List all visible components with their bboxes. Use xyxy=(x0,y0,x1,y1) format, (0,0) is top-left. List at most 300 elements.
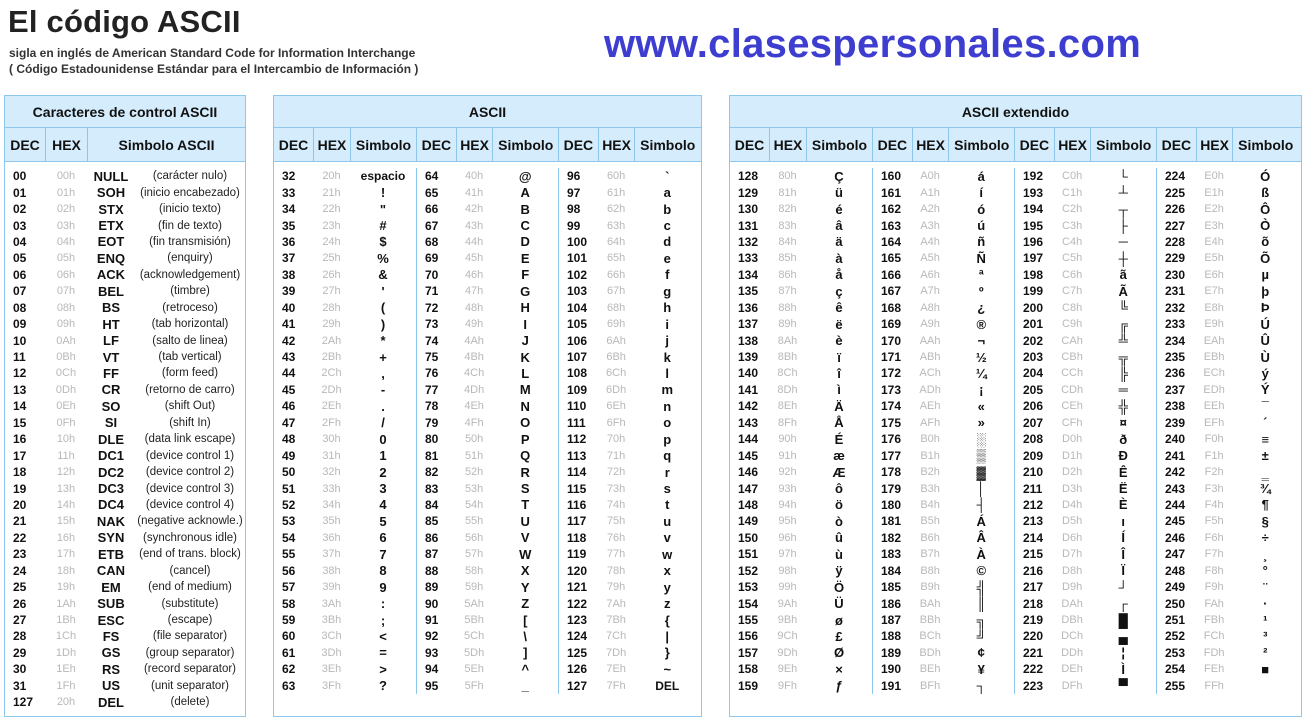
table-row xyxy=(1157,283,1298,299)
hex-value: 46h xyxy=(464,268,484,281)
hex-value: 8Bh xyxy=(777,351,798,364)
hex-value: 53h xyxy=(464,482,484,495)
hex-value: 33h xyxy=(322,482,341,495)
dec-value: 254 xyxy=(1165,662,1186,677)
hex-value: 05h xyxy=(56,252,76,265)
symbol-value: ª xyxy=(978,267,984,283)
dec-value: 83 xyxy=(425,481,439,496)
table-row xyxy=(5,464,245,480)
table-row xyxy=(559,464,700,480)
dec-value: 245 xyxy=(1165,514,1186,529)
table-row xyxy=(873,645,1014,661)
symbol-value: D xyxy=(520,234,530,250)
extended-header-dec: DEC xyxy=(734,136,765,153)
table-row xyxy=(1157,201,1298,217)
dec-value: 58 xyxy=(282,596,296,611)
table-row xyxy=(559,612,700,628)
hex-value: 52h xyxy=(464,466,484,479)
dec-value: 232 xyxy=(1165,300,1186,315)
dec-value: 252 xyxy=(1165,629,1186,644)
hex-value: 3Ah xyxy=(321,597,342,610)
extended-ascii-table xyxy=(729,95,1302,717)
hex-value: 23h xyxy=(322,219,341,232)
symbol-value: HT xyxy=(102,316,120,332)
table-row xyxy=(1157,546,1298,562)
hex-value: 06h xyxy=(56,268,76,281)
table-row xyxy=(417,431,558,447)
hex-value: 8Fh xyxy=(778,416,797,429)
dec-value: 163 xyxy=(881,218,902,233)
description-value: (end of medium) xyxy=(148,581,232,594)
table-row xyxy=(1157,513,1298,529)
symbol-value: Ý xyxy=(1260,382,1270,398)
hex-value: 44h xyxy=(464,235,484,248)
dec-value: 184 xyxy=(881,563,902,578)
hex-value: DCh xyxy=(1061,630,1084,643)
hex-value: E5h xyxy=(1204,252,1224,265)
dec-value: 175 xyxy=(881,415,902,430)
hex-value: 9Ch xyxy=(777,630,798,643)
hex-value: 1Eh xyxy=(56,663,76,676)
hex-value: E0h xyxy=(1204,170,1224,183)
hex-value: F8h xyxy=(1204,564,1224,577)
table-row xyxy=(873,250,1014,266)
dec-value: 235 xyxy=(1165,350,1186,365)
table-row xyxy=(1015,382,1156,398)
symbol-value: æ xyxy=(833,448,845,464)
hex-value: B8h xyxy=(920,564,940,577)
hex-value: 75h xyxy=(606,515,626,528)
hex-value: B6h xyxy=(920,531,940,544)
dec-value: 151 xyxy=(738,547,759,562)
table-row xyxy=(873,464,1014,480)
hex-value: 63h xyxy=(606,219,626,232)
symbol-value: & xyxy=(378,267,388,283)
dec-value: 51 xyxy=(282,481,296,496)
symbol-value: , xyxy=(381,365,385,381)
table-row xyxy=(274,497,416,513)
hex-value: 7Bh xyxy=(606,614,626,627)
dec-value: 146 xyxy=(738,465,759,480)
hex-value: F3h xyxy=(1204,482,1224,495)
symbol-value: ` xyxy=(665,168,670,184)
symbol-value: õ xyxy=(1261,234,1270,250)
symbol-value: ³ xyxy=(1263,628,1268,644)
dec-value: 210 xyxy=(1023,465,1044,480)
symbol-value: U xyxy=(520,513,530,529)
dec-value: 156 xyxy=(738,629,759,644)
symbol-value: t xyxy=(665,497,670,513)
dec-value: 75 xyxy=(425,350,439,365)
hex-value: CDh xyxy=(1061,383,1084,396)
hex-value: F4h xyxy=(1204,498,1224,511)
hex-value: 30h xyxy=(322,433,341,446)
dec-value: 43 xyxy=(282,350,296,365)
hex-value: FFh xyxy=(1204,679,1224,692)
table-row xyxy=(730,661,872,677)
dec-value: 94 xyxy=(425,662,439,677)
ascii-table xyxy=(273,95,702,717)
extended-column-group xyxy=(730,168,872,694)
table-row xyxy=(1015,415,1156,431)
dec-value: 06 xyxy=(13,267,27,282)
extended-column-group xyxy=(1156,168,1298,694)
symbol-value: ┬ xyxy=(1118,201,1128,217)
hex-value: 98h xyxy=(778,564,797,577)
hex-value: B5h xyxy=(920,515,940,528)
hex-value: A7h xyxy=(920,285,940,298)
dec-value: 141 xyxy=(738,382,759,397)
table-row xyxy=(417,415,558,431)
dec-value: 60 xyxy=(282,629,296,644)
symbol-value: ' xyxy=(381,283,385,299)
dec-value: 152 xyxy=(738,563,759,578)
hex-value: C9h xyxy=(1062,318,1083,331)
table-row xyxy=(559,480,700,496)
hex-value: 90h xyxy=(778,433,797,446)
table-row xyxy=(1015,168,1156,184)
table-row xyxy=(5,579,245,595)
hex-value: 92h xyxy=(778,466,797,479)
symbol-value: S xyxy=(520,481,530,497)
symbol-value: X xyxy=(520,563,530,579)
hex-value: 58h xyxy=(464,564,484,577)
symbol-value: Ø xyxy=(833,645,845,661)
dec-value: 95 xyxy=(425,678,439,693)
hex-value: 79h xyxy=(606,581,626,594)
extended-header-hex: HEX xyxy=(769,128,806,161)
dec-value: 09 xyxy=(13,317,27,332)
dec-value: 123 xyxy=(567,613,588,628)
symbol-value: Ó xyxy=(1260,168,1271,184)
dec-value: 209 xyxy=(1023,448,1044,463)
ascii-header-hex: HEX xyxy=(313,128,350,161)
dec-value: 70 xyxy=(425,267,439,282)
symbol-value: â xyxy=(835,218,843,234)
hex-value: A6h xyxy=(920,268,940,281)
table-row xyxy=(873,579,1014,595)
ascii-header-hex: HEX xyxy=(456,128,493,161)
symbol-value: < xyxy=(379,628,387,644)
symbol-value: Ú xyxy=(1260,316,1270,332)
control-header-symbol: Simbolo ASCII xyxy=(87,128,245,161)
table-row xyxy=(274,382,416,398)
table-row xyxy=(1157,628,1298,644)
table-row xyxy=(730,579,872,595)
dec-value: 34 xyxy=(282,202,296,217)
symbol-value: ä xyxy=(835,234,843,250)
symbol-value: : xyxy=(380,596,386,612)
symbol-value: Í xyxy=(1121,530,1126,546)
hex-value: 20h xyxy=(322,170,341,183)
description-value: (cancel) xyxy=(169,564,211,577)
symbol-value: ! xyxy=(380,185,386,201)
table-row xyxy=(1015,678,1156,694)
table-row xyxy=(274,546,416,562)
table-row xyxy=(417,563,558,579)
hex-value: E8h xyxy=(1204,301,1224,314)
extended-header-group xyxy=(730,128,872,161)
table-row xyxy=(730,234,872,250)
table-row xyxy=(559,595,700,611)
dec-value: 32 xyxy=(282,169,296,184)
table-row xyxy=(559,546,700,562)
table-row xyxy=(274,464,416,480)
hex-value: 45h xyxy=(464,252,484,265)
dec-value: 205 xyxy=(1023,382,1044,397)
table-row xyxy=(1015,447,1156,463)
ascii-header-symbol: Simbolo xyxy=(634,128,700,161)
dec-value: 96 xyxy=(567,169,581,184)
table-row xyxy=(417,464,558,480)
symbol-value: ¤ xyxy=(1119,415,1127,431)
dec-value: 80 xyxy=(425,432,439,447)
dec-value: 15 xyxy=(13,415,27,430)
dec-value: 153 xyxy=(738,580,759,595)
extended-header-symbol: Simbolo xyxy=(1232,128,1298,161)
symbol-value: ETX xyxy=(98,218,124,234)
table-row xyxy=(1157,431,1298,447)
table-row xyxy=(873,447,1014,463)
symbol-value: ╩ xyxy=(1118,333,1128,349)
hex-value: EAh xyxy=(1203,334,1225,347)
symbol-value: 7 xyxy=(379,546,387,562)
dec-value: 78 xyxy=(425,399,439,414)
dec-value: 172 xyxy=(881,366,902,381)
hex-value: 0Fh xyxy=(56,416,76,429)
dec-value: 106 xyxy=(567,333,588,348)
table-row xyxy=(730,464,872,480)
symbol-value: h xyxy=(663,300,672,316)
table-row xyxy=(559,530,700,546)
symbol-value: ─ xyxy=(1118,234,1128,250)
table-row xyxy=(5,201,245,217)
dec-value: 140 xyxy=(738,366,759,381)
dec-value: 208 xyxy=(1023,432,1044,447)
table-row xyxy=(274,678,416,694)
symbol-value: å xyxy=(835,267,843,283)
hex-value: 40h xyxy=(464,170,484,183)
table-row xyxy=(1015,612,1156,628)
table-row xyxy=(730,250,872,266)
hex-value: 6Dh xyxy=(606,383,627,396)
dec-value: 24 xyxy=(13,563,27,578)
table-row xyxy=(1015,513,1156,529)
dec-value: 160 xyxy=(881,169,902,184)
table-row xyxy=(730,480,872,496)
symbol-value: A xyxy=(520,185,530,201)
table-row xyxy=(1157,234,1298,250)
table-row xyxy=(873,234,1014,250)
table-row xyxy=(1015,645,1156,661)
hex-value: D6h xyxy=(1062,531,1083,544)
dec-value: 66 xyxy=(425,202,439,217)
symbol-value: N xyxy=(520,398,530,414)
hex-value: 04h xyxy=(56,235,76,248)
dec-value: 157 xyxy=(738,645,759,660)
symbol-value: c xyxy=(663,218,671,234)
dec-value: 20 xyxy=(13,497,27,512)
table-row xyxy=(1157,595,1298,611)
symbol-value: § xyxy=(1261,513,1269,529)
dec-value: 238 xyxy=(1165,399,1186,414)
table-row xyxy=(873,678,1014,694)
symbol-value: 4 xyxy=(379,497,387,513)
table-row xyxy=(417,645,558,661)
table-row xyxy=(417,678,558,694)
symbol-value: DEL xyxy=(655,678,680,693)
hex-value: AAh xyxy=(919,334,941,347)
symbol-value: ¬ xyxy=(977,333,986,349)
table-row xyxy=(730,365,872,381)
table-row xyxy=(730,530,872,546)
dec-value: 213 xyxy=(1023,514,1044,529)
dec-value: 165 xyxy=(881,251,902,266)
table-row xyxy=(1015,283,1156,299)
table-row xyxy=(1157,300,1298,316)
table-row xyxy=(873,612,1014,628)
table-row xyxy=(559,365,700,381)
symbol-value: SI xyxy=(104,415,118,431)
table-row xyxy=(559,382,700,398)
symbol-value: ╦ xyxy=(1118,349,1128,365)
hex-value: 72h xyxy=(606,466,626,479)
hex-value: 4Bh xyxy=(464,351,484,364)
dec-value: 11 xyxy=(13,350,26,365)
dec-value: 132 xyxy=(738,234,759,249)
table-row xyxy=(274,628,416,644)
table-row xyxy=(5,316,245,332)
table-row xyxy=(5,365,245,381)
hex-value: EBh xyxy=(1203,351,1225,364)
hex-value: 42h xyxy=(464,203,484,216)
hex-value: 89h xyxy=(778,318,797,331)
table-row xyxy=(730,300,872,316)
table-row xyxy=(5,612,245,628)
dec-value: 90 xyxy=(425,596,439,611)
symbol-value: z xyxy=(663,596,671,612)
symbol-value: x xyxy=(663,563,671,579)
table-row xyxy=(1015,332,1156,348)
dec-value: 31 xyxy=(13,678,27,693)
hex-value: 13h xyxy=(56,482,76,495)
dec-value: 72 xyxy=(425,300,439,315)
symbol-value: Ä xyxy=(834,398,844,414)
symbol-value: · xyxy=(1263,596,1268,612)
dec-value: 01 xyxy=(13,185,27,200)
hex-value: F9h xyxy=(1204,581,1224,594)
symbol-value: DC4 xyxy=(97,497,124,513)
hex-value: 50h xyxy=(464,433,484,446)
hex-value: 0Dh xyxy=(55,383,77,396)
dec-value: 137 xyxy=(738,317,759,332)
table-row xyxy=(1015,497,1156,513)
hex-value: F6h xyxy=(1204,531,1224,544)
symbol-value: DC2 xyxy=(97,464,124,480)
dec-value: 05 xyxy=(13,251,27,266)
dec-value: 142 xyxy=(738,399,759,414)
symbol-value: f xyxy=(665,267,670,283)
table-row xyxy=(559,250,700,266)
hex-value: F5h xyxy=(1204,515,1224,528)
hex-value: 20h xyxy=(56,696,76,709)
symbol-value: SOH xyxy=(96,185,126,201)
dec-value: 47 xyxy=(282,415,296,430)
table-row xyxy=(5,563,245,579)
description-value: (delete) xyxy=(170,696,210,709)
description-value: (unit separator) xyxy=(151,679,229,692)
symbol-value: ¨ xyxy=(1263,579,1268,595)
dec-value: 139 xyxy=(738,350,759,365)
hex-value: 18h xyxy=(56,564,76,577)
dec-value: 242 xyxy=(1165,465,1186,480)
dec-value: 18 xyxy=(13,465,27,480)
hex-value: 60h xyxy=(606,170,626,183)
symbol-value: B xyxy=(520,201,530,217)
hex-value: FEh xyxy=(1204,663,1225,676)
hex-value: 0Eh xyxy=(56,400,76,413)
hex-value: CEh xyxy=(1061,400,1083,413)
dec-value: 74 xyxy=(425,333,439,348)
table-row xyxy=(274,349,416,365)
symbol-value: █ xyxy=(1118,612,1128,628)
hex-value: ECh xyxy=(1203,367,1225,380)
symbol-value: 0 xyxy=(379,431,387,447)
extended-column-group xyxy=(872,168,1014,694)
hex-value: BEh xyxy=(919,663,941,676)
table-row xyxy=(274,184,416,200)
table-row xyxy=(1015,480,1156,496)
description-value: (device control 1) xyxy=(145,449,235,462)
dec-value: 00 xyxy=(13,169,27,184)
dec-value: 211 xyxy=(1023,481,1043,496)
symbol-value: d xyxy=(663,234,672,250)
table-row xyxy=(730,184,872,200)
dec-value: 17 xyxy=(13,448,27,463)
symbol-value: ı xyxy=(1121,513,1126,529)
dec-value: 85 xyxy=(425,514,439,529)
symbol-value: Æ xyxy=(832,464,846,480)
hex-value: BBh xyxy=(919,614,941,627)
hex-value: EDh xyxy=(1203,383,1225,396)
hex-value: 08h xyxy=(56,301,76,314)
hex-value: C6h xyxy=(1062,268,1083,281)
hex-value: 8Eh xyxy=(777,400,798,413)
table-row xyxy=(1157,398,1298,414)
table-row xyxy=(559,168,700,184)
table-row xyxy=(274,234,416,250)
hex-value: 21h xyxy=(322,186,341,199)
hex-value: DEh xyxy=(1061,663,1083,676)
table-row xyxy=(5,661,245,677)
table-row xyxy=(559,415,700,431)
dec-value: 109 xyxy=(567,382,588,397)
table-row xyxy=(1157,480,1298,496)
dec-value: 92 xyxy=(425,629,439,644)
table-row xyxy=(559,678,700,694)
table-row xyxy=(274,612,416,628)
dec-value: 130 xyxy=(738,202,759,217)
symbol-value: ô xyxy=(835,481,843,497)
symbol-value: ╝ xyxy=(976,628,986,644)
dec-value: 244 xyxy=(1165,497,1186,512)
hex-value: FAh xyxy=(1204,597,1224,610)
dec-value: 35 xyxy=(282,218,296,233)
description-value: (retroceso) xyxy=(162,301,218,314)
table-row xyxy=(730,217,872,233)
hex-value: 7Dh xyxy=(606,646,627,659)
hex-value: 74h xyxy=(606,498,626,511)
